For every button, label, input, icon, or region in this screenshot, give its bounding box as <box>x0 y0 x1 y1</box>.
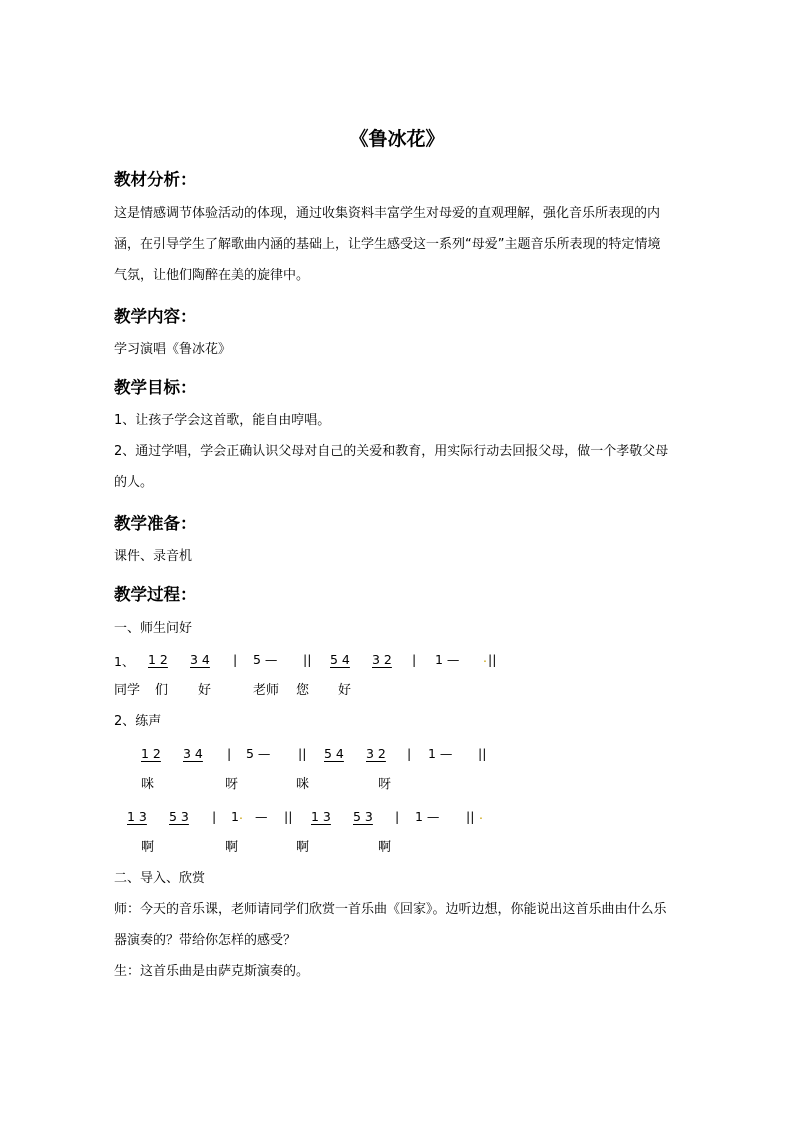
bar-line: | <box>227 746 232 761</box>
double-bar-line: || <box>488 652 497 667</box>
double-bar-line: || <box>478 746 487 761</box>
double-bar-line: || <box>466 809 475 824</box>
teacher-line: 师：今天的音乐课，老师请同学们欣赏一首乐曲《回家》。边听边想，你能说出这首乐曲由什么乐器演奏的？带给你怎样的感受？ <box>114 902 667 948</box>
heading-prep: 教学准备： <box>114 514 197 533</box>
note-group: 5 — <box>246 746 271 761</box>
page-title: 《鲁冰花》 <box>349 128 445 150</box>
lyric-word: 啊 <box>225 840 239 855</box>
double-bar-line: || <box>303 652 312 667</box>
lyric-word: 咪 <box>141 777 155 792</box>
bar-line: | <box>412 652 417 667</box>
bar-line: | <box>233 652 238 667</box>
note-group: 5 3 <box>169 809 189 824</box>
bar-line: | <box>212 809 217 824</box>
goal-item-1: 1、让孩子学会这首歌，能自由哼唱。 <box>114 413 331 428</box>
goal-item-2: 2、通过学唱，学会正确认识父母对自己的关爱和教育，用实际行动去回报父母，做一个孝敬父母的人。 <box>114 444 669 490</box>
bar-line: | <box>407 746 412 761</box>
lyric-word: 呀 <box>378 777 392 792</box>
note-group: 1 — <box>428 746 453 761</box>
analysis-text: 这是情感调节体验活动的体现，通过收集资料丰富学生对母爱的直观理解，强化音乐所表现的内涵，在引导学生了解歌曲内涵的基础上，让学生感受这一系列“母爱”主题音乐所表现的特定情境气氛，让他们陶醉在美的旋律中。 <box>114 206 661 283</box>
note-group: 1 3 <box>311 809 331 824</box>
lyric-word: 呀 <box>225 777 239 792</box>
notation-prefix: 1、 <box>114 654 135 669</box>
lyric-word: 好 <box>198 683 212 698</box>
lyric-word: 咪 <box>296 777 310 792</box>
mark-dot: . <box>483 650 487 665</box>
bar-line: | <box>395 809 400 824</box>
mark-dot: . <box>479 807 483 822</box>
lyric-word: 好 <box>338 683 352 698</box>
lyric-word: 啊 <box>141 840 155 855</box>
note-group: 5 4 <box>324 746 344 761</box>
heading-goals: 教学目标： <box>114 378 197 397</box>
step-greeting: 一、师生问好 <box>114 621 193 636</box>
lyric-word: 老师 <box>253 683 280 698</box>
lyric-word: 啊 <box>296 840 310 855</box>
note-group: 3 4 <box>190 652 210 667</box>
double-bar-line: || <box>298 746 307 761</box>
lyric-word: 您 <box>296 683 310 698</box>
note-group: 1 <box>231 809 239 824</box>
student-line: 生：这首乐曲是由萨克斯演奏的。 <box>114 964 310 979</box>
heading-analysis: 教材分析： <box>114 170 197 189</box>
note-group: 5 — <box>253 652 278 667</box>
note-group: 3 4 <box>183 746 203 761</box>
note-group: 1 2 <box>141 746 161 761</box>
heading-process: 教学过程： <box>114 585 197 604</box>
note-group: 1 — <box>435 652 460 667</box>
note-group: 1 2 <box>148 652 168 667</box>
step-vocalise: 2、练声 <box>114 714 162 729</box>
double-bar-line: || <box>284 809 293 824</box>
prep-text: 课件、录音机 <box>114 549 193 564</box>
note-group: 5 4 <box>330 652 350 667</box>
note-group: 5 3 <box>353 809 373 824</box>
heading-content: 教学内容： <box>114 307 197 326</box>
lyric-word: 同学 <box>114 683 141 698</box>
note-group: 3 2 <box>366 746 386 761</box>
content-text: 学习演唱《鲁冰花》 <box>114 342 232 357</box>
lyric-word: 们 <box>155 683 169 698</box>
note-group: 3 2 <box>372 652 392 667</box>
note-group: — <box>255 809 268 824</box>
note-group: 1 3 <box>127 809 147 824</box>
mark-dot: . <box>239 807 243 822</box>
step-intro: 二、导入、欣赏 <box>114 871 206 886</box>
lyric-word: 啊 <box>378 840 392 855</box>
note-group: 1 — <box>415 809 440 824</box>
